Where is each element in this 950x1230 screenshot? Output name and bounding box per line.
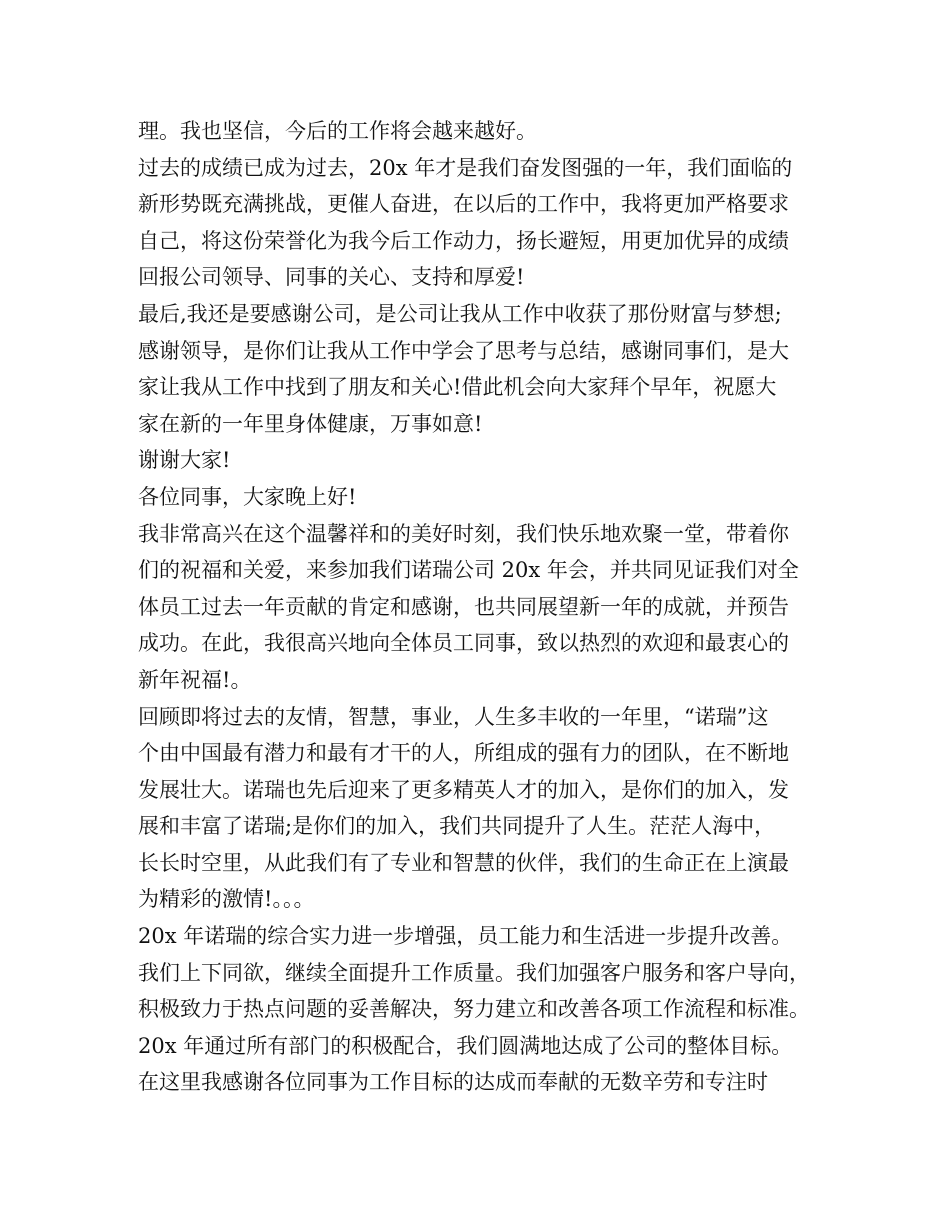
text-line: 们的祝福和关爱，来参加我们诺瑞公司 20x 年会，并共同见证我们对全 — [138, 558, 799, 583]
text-line: 最后,我还是要感谢公司，是公司让我从工作中收获了那份财富与梦想; — [138, 301, 782, 326]
text-line: 自己，将这份荣誉化为我今后工作动力，扬长避短，用更加优异的成绩 — [138, 228, 789, 253]
text-line: 个由中国最有潜力和最有才干的人，所组成的强有力的团队，在不断地 — [138, 741, 789, 766]
text-line: 新年祝福!。 — [138, 667, 252, 692]
text-line: 家在新的一年里身体健康，万事如意! — [138, 411, 483, 436]
text-line: 过去的成绩已成为过去，20x 年才是我们奋发图强的一年，我们面临的 — [138, 155, 793, 180]
text-line: 回顾即将过去的友情，智慧，事业，人生多丰收的一年里，“诺瑞”这 — [138, 704, 769, 729]
text-line: 长长时空里，从此我们有了专业和智慧的伙伴，我们的生命正在上演最 — [138, 850, 789, 875]
text-line: 理。我也坚信，今后的工作将会越来越好。 — [138, 119, 537, 143]
text-line: 20x 年诺瑞的综合实力进一步增强，员工能力和生活进一步提升改善。 — [138, 924, 793, 949]
text-line: 家让我从工作中找到了朋友和关心!借此机会向大家拜个早年，祝愿大 — [138, 375, 777, 400]
text-line: 我非常高兴在这个温馨祥和的美好时刻，我们快乐地欢聚一堂，带着你 — [138, 521, 789, 546]
document-body — [138, 113, 828, 1101]
text-line: 成功。在此，我很高兴地向全体员工同事，致以热烈的欢迎和最衷心的 — [138, 631, 789, 656]
text-line: 谢谢大家! — [138, 448, 231, 473]
text-line: 发展壮大。诺瑞也先后迎来了更多精英人才的加入，是你们的加入，发 — [138, 777, 789, 802]
text-line: 为精彩的激情!。。。 — [138, 887, 315, 912]
text-line: 积极致力于热点问题的妥善解决，努力建立和改善各项工作流程和标准。 — [138, 997, 810, 1022]
text-line: 我们上下同欲，继续全面提升工作质量。我们加强客户服务和客户导向， — [138, 960, 810, 985]
text-line: 展和丰富了诺瑞;是你们的加入，我们共同提升了人生。茫茫人海中， — [138, 814, 776, 839]
text-line: 各位同事，大家晚上好! — [138, 484, 357, 509]
text-line: 新形势既充满挑战，更催人奋进，在以后的工作中，我将更加严格要求 — [138, 192, 789, 217]
text-line: 回报公司领导、同事的关心、支持和厚爱! — [138, 265, 525, 290]
text-line: 在这里我感谢各位同事为工作目标的达成而奉献的无数辛劳和专注时 — [138, 1070, 768, 1095]
text-line: 感谢领导，是你们让我从工作中学会了思考与总结，感谢同事们，是大 — [138, 338, 789, 363]
text-line: 体员工过去一年贡献的肯定和感谢，也共同展望新一年的成就，并预告 — [138, 594, 789, 619]
text-line: 20x 年通过所有部门的积极配合，我们圆满地达成了公司的整体目标。 — [138, 1033, 793, 1058]
